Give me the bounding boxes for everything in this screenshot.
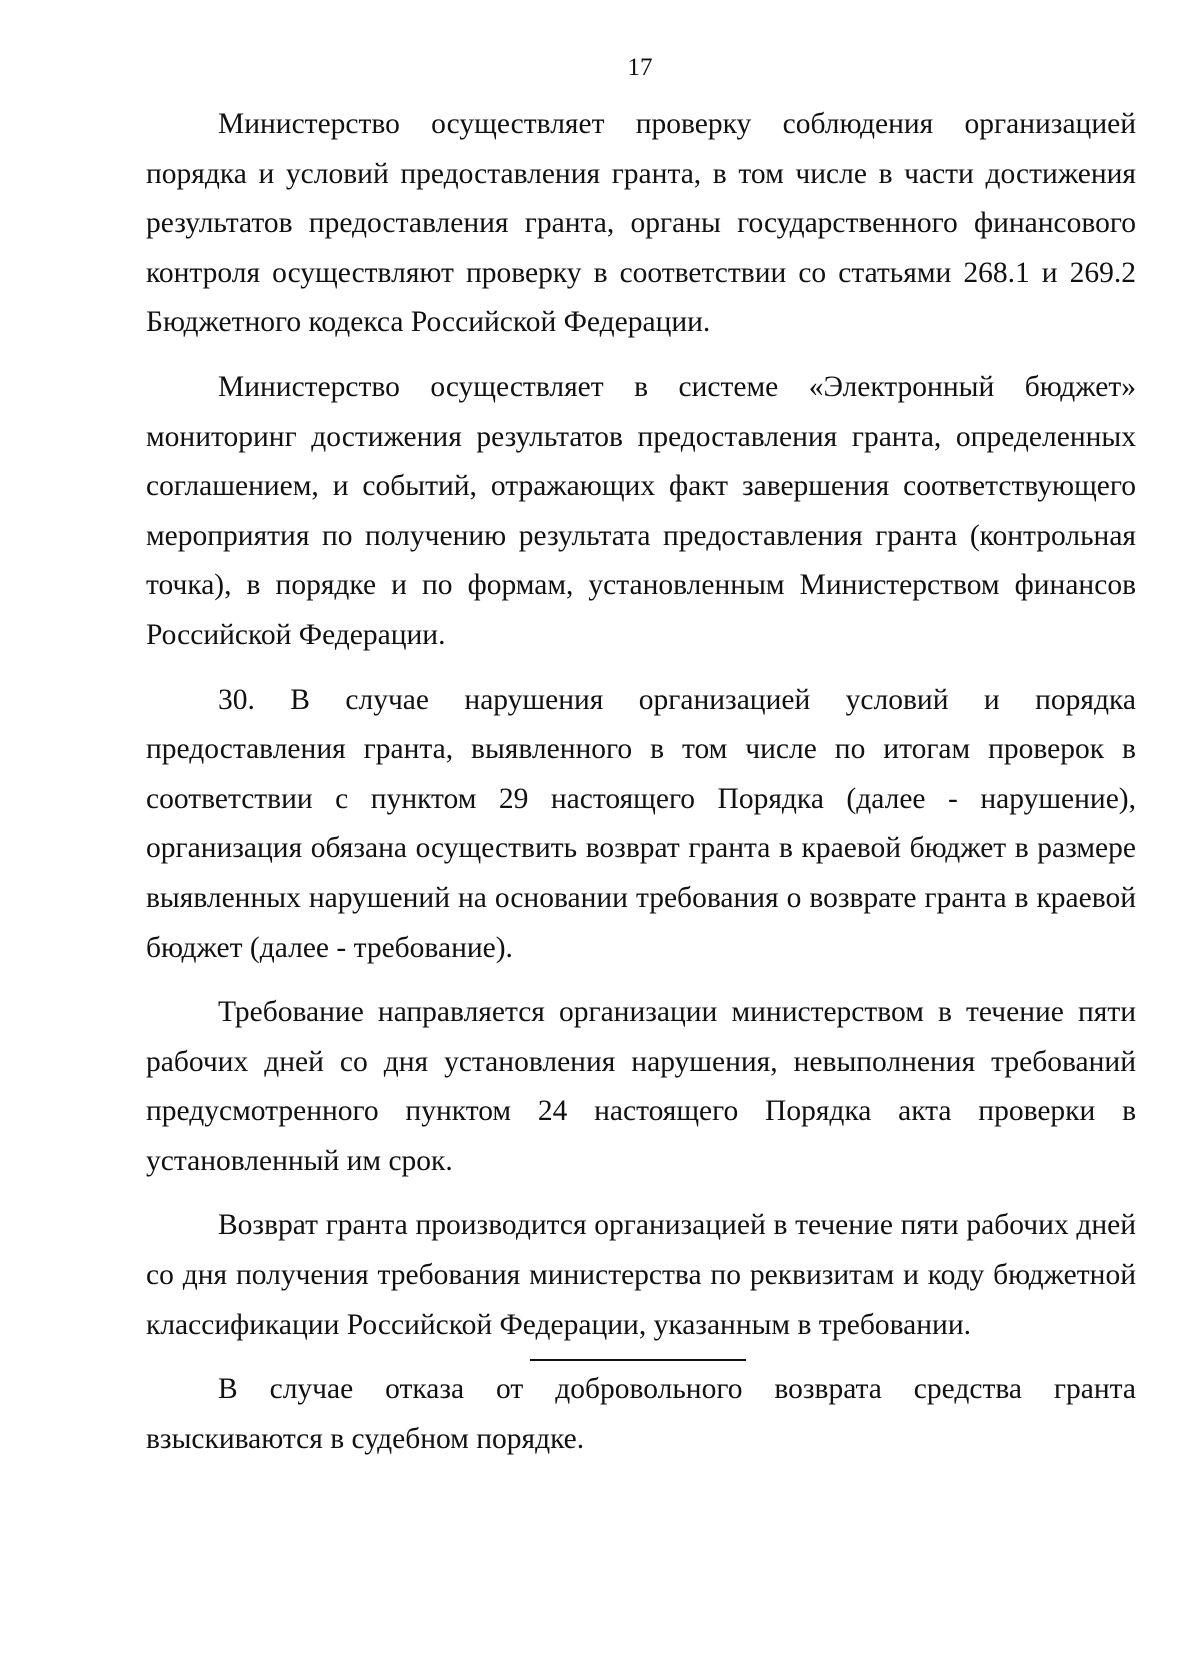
paragraph-monitoring: Министерство осуществляет в системе «Электронный бюджет» мониторинг достижения результатов предоставления гранта, определенных соглашением, и событий, отражающих факт завершения соответствующего мероприятия по получению результата предоставления гранта (контрольная точка), в порядке и по формам, установленным Министерством финансов Российской Федерации. <box>146 370 1136 651</box>
paragraph-ministry-inspection: Министерство осуществляет проверку соблюдения организацией порядка и условий предоставления гранта, в том числе в части достижения результатов предоставления гранта, органы государственного финансового контроля осуществляют проверку в соответствии со статьями 268.1 и 269.2 Бюджетного кодекса Российской Федерации. <box>146 108 1136 339</box>
paragraph-judicial-recovery: В случае отказа от добровольного возврата средства гранта взыскиваются в судебном порядке. <box>146 1373 1136 1455</box>
paragraph-grant-return: Возврат гранта производится организацией в течение пяти рабочих дней со дня получения требования министерства по реквизитам и коду бюджетной классификации Российской Федерации, указанным в требовании. <box>146 1209 1136 1341</box>
paragraph-requirement-notice: Требование направляется организации министерством в течение пяти рабочих дней со дня установления нарушения, невыполнения требований предусмотренного пунктом 24 настоящего Порядка акта проверки в установленный им срок. <box>146 996 1136 1177</box>
page-number: 17 <box>627 54 653 81</box>
paragraph-clause-30-violation: 30. В случае нарушения организацией условий и порядка предоставления гранта, выявленного в том числе по итогам проверок в соответствии с пунктом 29 настоящего Порядка (далее - нарушение), организация обязана осуществить возврат гранта в краевой бюджет в размере выявленных нарушений на основании требования о возврате гранта в краевой бюджет (далее - требование). <box>146 683 1136 964</box>
document-body <box>146 100 1136 1479</box>
end-of-document-rule <box>530 1359 746 1361</box>
